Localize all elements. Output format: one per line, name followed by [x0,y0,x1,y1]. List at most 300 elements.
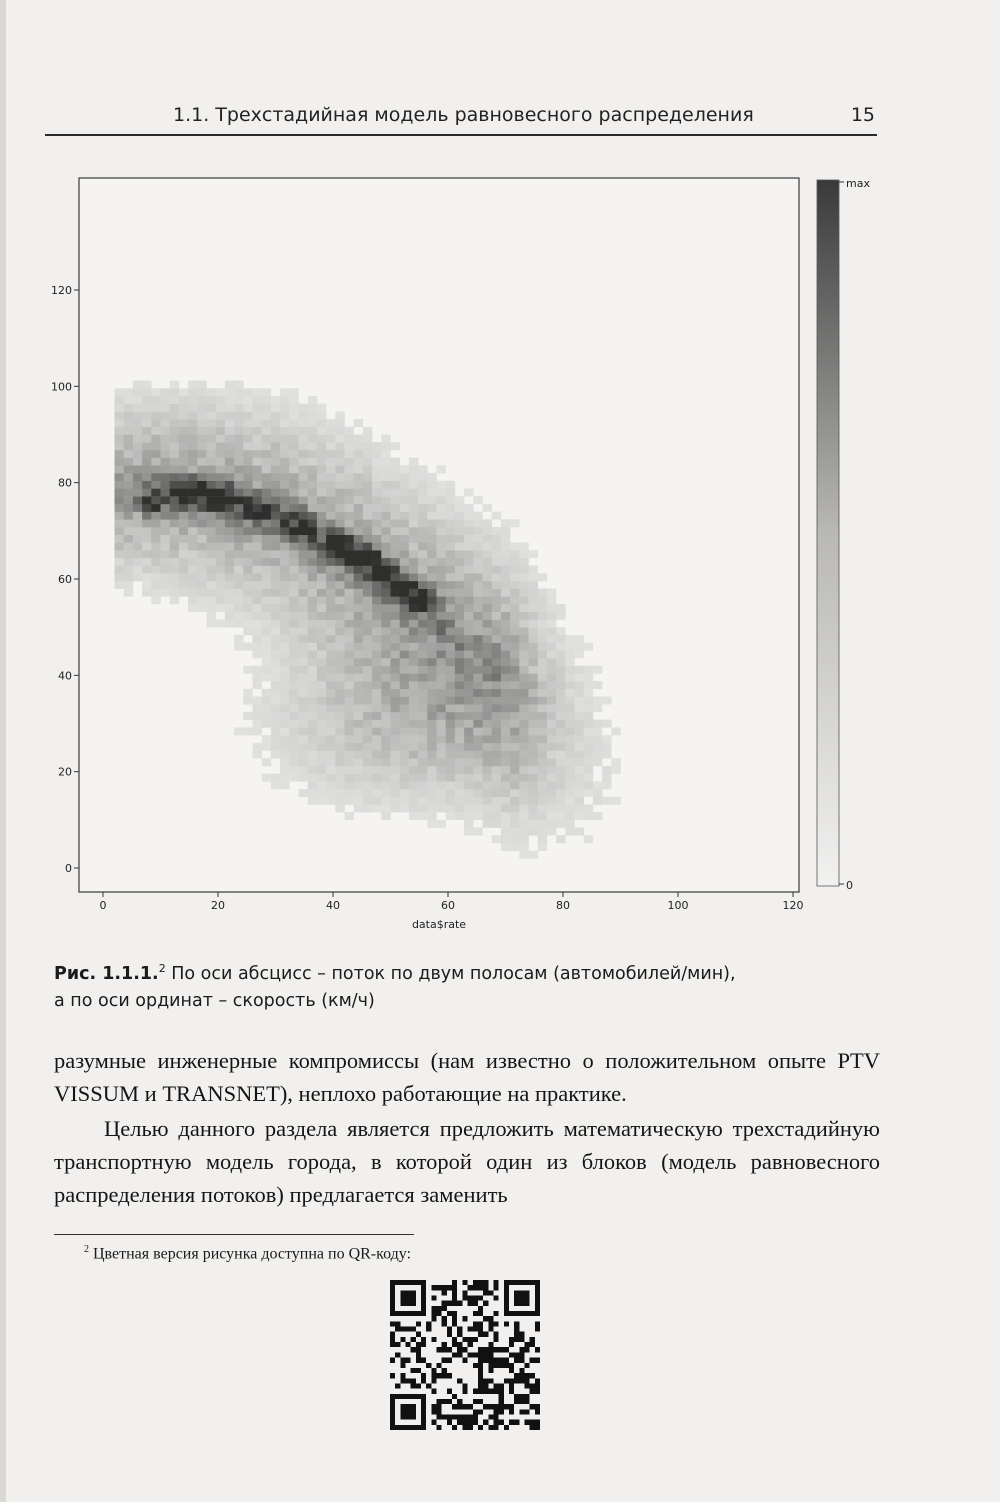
heatmap-cell [289,435,299,443]
heatmap-cell [446,566,456,574]
heatmap-cell [253,673,263,681]
qr-module [437,1404,442,1409]
heatmap-cell [391,458,401,466]
heatmap-cell [446,627,456,635]
heatmap-cell [317,550,327,558]
heatmap-cell [510,720,519,728]
qr-module [478,1425,483,1430]
heatmap-cell [446,504,456,512]
qr-module [488,1425,493,1430]
heatmap-cell [381,704,391,712]
heatmap-cell [280,781,290,789]
heatmap-cell [271,442,281,450]
heatmap-cell [565,797,575,805]
heatmap-cell [400,650,410,658]
heatmap-cell [565,774,575,782]
heatmap-cell [492,804,502,812]
qr-module [411,1337,416,1342]
qr-module [437,1347,442,1352]
heatmap-cell [372,743,382,751]
heatmap-cell [262,566,272,574]
qr-module [468,1420,473,1425]
heatmap-cell [529,550,539,558]
heatmap-cell [289,650,299,658]
heatmap-cell [335,481,345,489]
heatmap-cell [363,627,373,635]
qr-module [390,1296,395,1301]
qr-module [457,1347,462,1352]
heatmap-cell [354,743,364,751]
heatmap-cell [317,789,327,797]
qr-module [535,1383,540,1388]
qr-module [421,1420,426,1425]
heatmap-cell [124,589,134,597]
heatmap-cell [326,596,336,604]
heatmap-cell [501,758,511,766]
heatmap-cell [538,774,548,782]
heatmap-cell [446,673,456,681]
heatmap-cell [501,566,511,574]
heatmap-cell [519,681,529,689]
qr-module [514,1280,519,1285]
heatmap-cell [446,751,456,759]
qr-module [478,1306,483,1311]
heatmap-cell [345,604,355,612]
qr-module [421,1399,426,1404]
heatmap-cell [400,596,410,604]
heatmap-cell [565,635,575,643]
heatmap-cell [391,781,401,789]
heatmap-cell [179,481,189,489]
heatmap-cell [225,427,235,435]
qr-module [499,1383,504,1388]
heatmap-cell [262,704,272,712]
heatmap-cell [584,835,594,843]
heatmap-cell [197,589,207,597]
heatmap-cell [529,774,539,782]
heatmap-cell [179,504,189,512]
heatmap-cell [446,558,456,566]
qr-module [535,1285,540,1290]
heatmap-cell [216,566,226,574]
heatmap-cell [253,496,263,504]
heatmap-cell [427,766,437,774]
heatmap-cell [584,704,594,712]
heatmap-cell [409,550,419,558]
qr-module [406,1311,411,1316]
qr-module [535,1280,540,1285]
heatmap-cell [473,627,483,635]
heatmap-cell [519,566,529,574]
heatmap-cell [124,442,134,450]
heatmap-cell [299,465,309,473]
heatmap-cell [409,766,419,774]
heatmap-cell [437,666,447,674]
heatmap-cell [335,751,345,759]
heatmap-cell [115,458,125,466]
heatmap-cell [299,650,309,658]
heatmap-cell [418,550,428,558]
heatmap-cell [161,419,171,427]
heatmap-cell [519,697,529,705]
qr-module [421,1373,426,1378]
qr-module [478,1352,483,1357]
heatmap-cell [151,566,161,574]
qr-module [400,1414,405,1419]
heatmap-cell [253,727,263,735]
heatmap-cell [299,612,309,620]
qr-module [452,1316,457,1321]
heatmap-cell [142,589,152,597]
heatmap-cell [253,566,263,574]
heatmap-cell [179,396,189,404]
heatmap-cell [427,658,437,666]
heatmap-cell [501,843,511,851]
heatmap-cell [354,496,364,504]
qr-module [457,1404,462,1409]
qr-module [499,1399,504,1404]
heatmap-cell [326,635,336,643]
heatmap-cell [501,612,511,620]
heatmap-cell [253,388,263,396]
heatmap-cell [446,612,456,620]
heatmap-cell [326,774,336,782]
heatmap-cell [611,766,621,774]
heatmap-cell [418,789,428,797]
heatmap-cell [197,573,207,581]
heatmap-cell [299,620,309,628]
heatmap-cell [391,635,401,643]
heatmap-cell [151,596,161,604]
heatmap-cell [243,450,253,458]
heatmap-cell [179,473,189,481]
heatmap-cell [326,650,336,658]
heatmap-cell [409,496,419,504]
heatmap-cell [271,535,281,543]
heatmap-cell [317,727,327,735]
heatmap-cell [437,720,447,728]
heatmap-cell [280,481,290,489]
heatmap-cell [170,550,180,558]
qr-module [535,1425,540,1430]
heatmap-cell [538,643,548,651]
heatmap-cell [280,573,290,581]
heatmap-cell [372,774,382,782]
qr-module [514,1420,519,1425]
heatmap-cell [133,450,143,458]
heatmap-cell [299,488,309,496]
heatmap-cell [455,804,465,812]
heatmap-cell [565,828,575,836]
qr-code-image[interactable] [390,1280,540,1430]
qr-module [493,1337,498,1342]
heatmap-cell [372,496,382,504]
qr-module [509,1311,514,1316]
heatmap-cell [611,758,621,766]
heatmap-cell [409,758,419,766]
heatmap-cell [510,550,519,558]
heatmap-cell [547,658,557,666]
heatmap-cell [354,620,364,628]
heatmap-cell [262,635,272,643]
heatmap-cell [289,751,299,759]
heatmap-cell [437,797,447,805]
heatmap-cell [354,542,364,550]
heatmap-cell [446,550,456,558]
qr-module [447,1311,452,1316]
qr-module [509,1363,514,1368]
qr-module [457,1399,462,1404]
qr-module [509,1368,514,1373]
qr-module [493,1321,498,1326]
heatmap-cell [216,427,226,435]
heatmap-cell [179,527,189,535]
heatmap-cell [124,427,134,435]
heatmap-cell [317,720,327,728]
heatmap-cell [492,650,502,658]
heatmap-cell [602,697,612,705]
heatmap-cell [483,550,493,558]
heatmap-cell [556,743,566,751]
heatmap-cell [280,396,290,404]
heatmap-cell [133,473,143,481]
heatmap-cell [289,581,299,589]
heatmap-cell [299,419,309,427]
heatmap-cell [216,581,226,589]
heatmap-cell [253,442,263,450]
heatmap-cell [308,620,318,628]
heatmap-cell [271,751,281,759]
heatmap-cell [372,758,382,766]
heatmap-cell [501,650,511,658]
heatmap-cell [427,566,437,574]
heatmap-cell [142,542,152,550]
heatmap-cell [289,766,299,774]
heatmap-cell [115,542,125,550]
heatmap-cell [437,751,447,759]
heatmap-cell [271,573,281,581]
heatmap-cell [510,643,519,651]
heatmap-cell [372,512,382,520]
heatmap-cell [529,635,539,643]
heatmap-cell [565,766,575,774]
heatmap-cell [308,458,318,466]
heatmap-cell [538,650,548,658]
heatmap-cell [391,735,401,743]
heatmap-cell [335,589,345,597]
qr-module [478,1347,483,1352]
heatmap-cell [234,542,244,550]
qr-module [421,1358,426,1363]
heatmap-cell [437,681,447,689]
legend-min-label: 0 [846,879,853,892]
heatmap-cell [345,720,355,728]
heatmap-cell [529,612,539,620]
heatmap-cell [464,789,474,797]
qr-module [437,1285,442,1290]
qr-module [421,1285,426,1290]
qr-module [524,1301,529,1306]
heatmap-cell [437,804,447,812]
heatmap-cell [547,735,557,743]
heatmap-cell [253,481,263,489]
qr-module [421,1301,426,1306]
heatmap-cell [188,535,198,543]
heatmap-cell [317,612,327,620]
heatmap-cell [161,519,171,527]
heatmap-cell [243,419,253,427]
heatmap-cell [280,735,290,743]
heatmap-cell [345,496,355,504]
qr-module [437,1409,442,1414]
heatmap-cell [151,550,161,558]
heatmap-cell [427,666,437,674]
heatmap-cell [584,681,594,689]
heatmap-cell [556,635,566,643]
heatmap-cell [354,658,364,666]
heatmap-cell [289,643,299,651]
heatmap-cell [501,519,511,527]
heatmap-cell [179,458,189,466]
heatmap-cell [455,720,465,728]
qr-module [535,1378,540,1383]
heatmap-cell [317,681,327,689]
heatmap-cell [262,573,272,581]
heatmap-cell [519,843,529,851]
heatmap-cell [133,496,143,504]
qr-module [535,1404,540,1409]
heatmap-cell [363,620,373,628]
heatmap-cell [124,435,134,443]
qr-module [457,1342,462,1347]
heatmap-cell [427,720,437,728]
heatmap-cell [161,558,171,566]
qr-module [514,1352,519,1357]
heatmap-cell [391,627,401,635]
heatmap-cell [400,704,410,712]
qr-module [535,1389,540,1394]
heatmap-cell [317,758,327,766]
heatmap-cell [381,604,391,612]
heatmap-cell [501,681,511,689]
heatmap-cell [363,427,373,435]
heatmap-cell [289,535,299,543]
qr-module [519,1358,524,1363]
heatmap-cell [547,781,557,789]
heatmap-cell [170,442,180,450]
heatmap-cell [372,504,382,512]
heatmap-cell [455,558,465,566]
heatmap-cell [326,558,336,566]
heatmap-cell [197,396,207,404]
heatmap-cell [234,550,244,558]
heatmap-cell [161,473,171,481]
heatmap-cell [207,566,217,574]
heatmap-cell [602,720,612,728]
heatmap-cell [225,435,235,443]
heatmap-cell [299,427,309,435]
qr-module [483,1332,488,1337]
heatmap-cell [538,658,548,666]
heatmap-cell [308,496,318,504]
heatmap-cell [510,589,519,597]
heatmap-cell [409,627,419,635]
heatmap-cell [345,627,355,635]
heatmap-cell [234,604,244,612]
qr-module [406,1280,411,1285]
heatmap-cell [538,727,548,735]
heatmap-cell [133,527,143,535]
qr-module [447,1347,452,1352]
qr-module [411,1425,416,1430]
heatmap-cell [529,643,539,651]
heatmap-cell [271,450,281,458]
heatmap-cell [289,612,299,620]
heatmap-cell [308,450,318,458]
heatmap-cell [372,735,382,743]
heatmap-cell [308,396,318,404]
heatmap-cell [207,396,217,404]
heatmap-cell [299,589,309,597]
heatmap-cell [464,689,474,697]
heatmap-cell [133,481,143,489]
heatmap-cell [556,727,566,735]
heatmap-cell [308,427,318,435]
qr-module [473,1337,478,1342]
heatmap-cell [161,527,171,535]
heatmap-cell [446,573,456,581]
qr-module [514,1321,519,1326]
heatmap-cell [464,558,474,566]
heatmap-cell [326,519,336,527]
qr-module [421,1337,426,1342]
heatmap-cell [427,488,437,496]
heatmap-cell [381,612,391,620]
heatmap-cell [400,512,410,520]
heatmap-cell [317,465,327,473]
heatmap-cell [455,751,465,759]
heatmap-cell [538,604,548,612]
heatmap-cell [519,851,529,859]
heatmap-cell [538,751,548,759]
heatmap-cell [161,442,171,450]
heatmap-cell [602,774,612,782]
qr-module [514,1373,519,1378]
heatmap-cell [225,589,235,597]
heatmap-cell [133,465,143,473]
heatmap-cell [510,519,519,527]
heatmap-cell [335,573,345,581]
heatmap-cell [354,635,364,643]
heatmap-cell [151,512,161,520]
qr-module [421,1296,426,1301]
qr-module [431,1306,436,1311]
heatmap-cell [216,481,226,489]
heatmap-cell [418,473,428,481]
heatmap-cell [280,697,290,705]
heatmap-cell [473,758,483,766]
heatmap-cell [565,781,575,789]
heatmap-cell [326,419,336,427]
heatmap-cell [326,727,336,735]
heatmap-cell [124,396,134,404]
heatmap-cell [308,666,318,674]
heatmap-cell [225,581,235,589]
heatmap-cell [115,481,125,489]
heatmap-cell [510,766,519,774]
heatmap-cell [464,820,474,828]
heatmap-cell [381,781,391,789]
